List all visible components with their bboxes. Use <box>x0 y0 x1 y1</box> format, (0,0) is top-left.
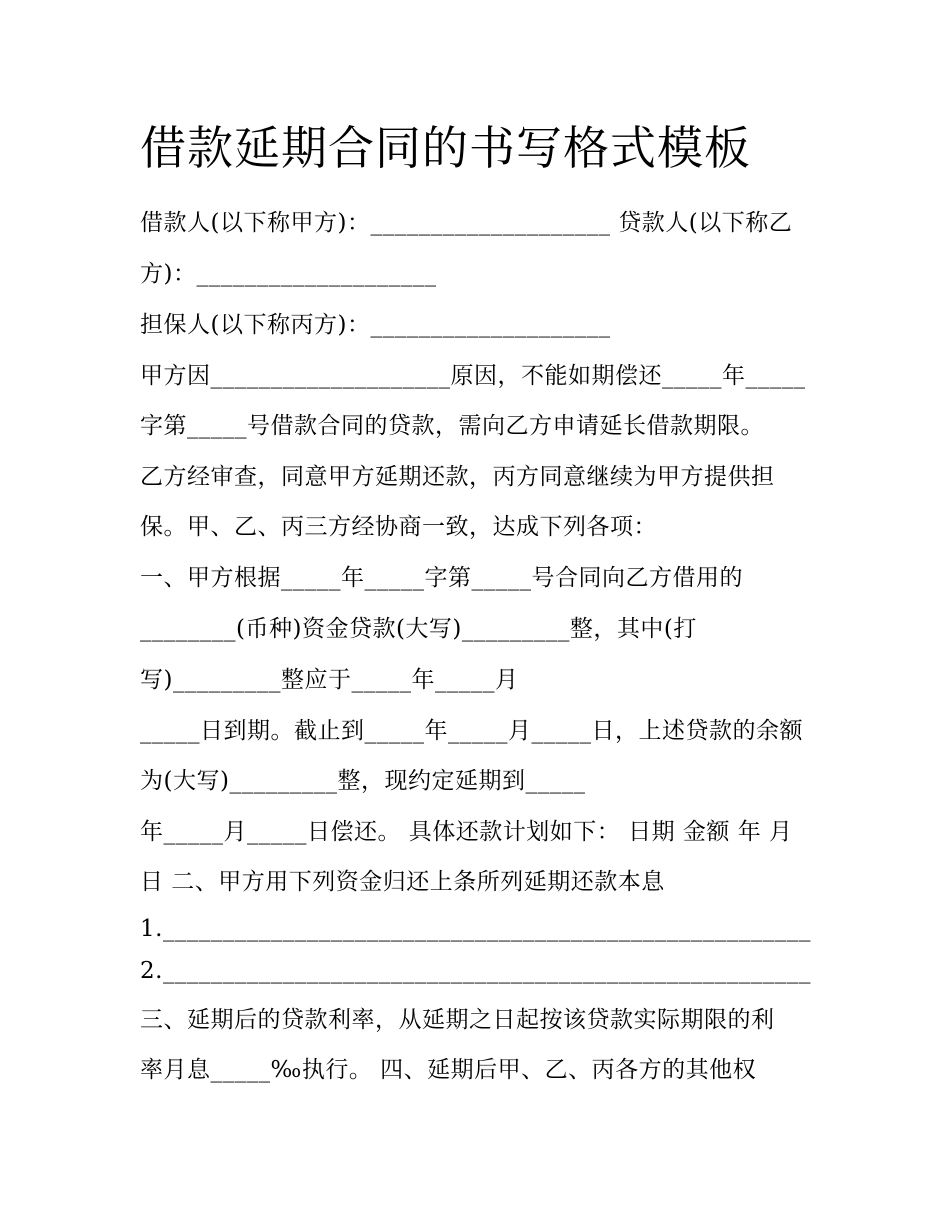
text-line: 年_____月_____日偿还。 具体还款计划如下： 日期 金额 年 月 <box>140 819 793 845</box>
text-line: 担保人(以下称丙方)：____________________ <box>140 312 611 338</box>
text-line: 乙方经审查，同意甲方延期还款，丙方同意继续为甲方提供担 <box>140 464 775 490</box>
text-line: 借款人(以下称甲方)：____________________ 贷款人(以下称乙 <box>140 210 793 236</box>
text-line: _____日到期。截止到_____年_____月_____日，上述贷款的余额 <box>140 718 803 744</box>
text-line: 方)：____________________ <box>140 261 437 287</box>
text-line: 写)_________整应于_____年_____月 <box>140 667 519 693</box>
text-line: 1.______________________________________________________ <box>140 916 811 942</box>
text-line: 日 二、甲方用下列资金归还上条所列延期还款本息 <box>140 869 665 895</box>
text-line: 字第_____号借款合同的贷款，需向乙方申请延长借款期限。 <box>140 413 764 439</box>
text-line: 率月息_____‰执行。 四、延期后甲、乙、丙各方的其他权 <box>140 1057 757 1083</box>
text-line: 保。甲、乙、丙三方经协商一致，达成下列各项： <box>140 514 657 540</box>
page-title: 借款延期合同的书写格式模板 <box>140 121 751 175</box>
text-line: 三、延期后的贷款利率，从延期之日起按该贷款实际期限的利 <box>140 1007 775 1033</box>
text-line: 一、甲方根据_____年_____字第_____号合同向乙方借用的 <box>140 565 743 591</box>
text-line: 甲方因____________________原因，不能如期偿还_____年_____ <box>140 363 806 389</box>
text-line: 2.______________________________________________________ <box>140 958 811 984</box>
text-line: 为(大写)_________整，现约定延期到_____ <box>140 768 586 794</box>
text-line: ________(币种)资金贷款(大写)_________整，其中(打 <box>140 616 697 642</box>
